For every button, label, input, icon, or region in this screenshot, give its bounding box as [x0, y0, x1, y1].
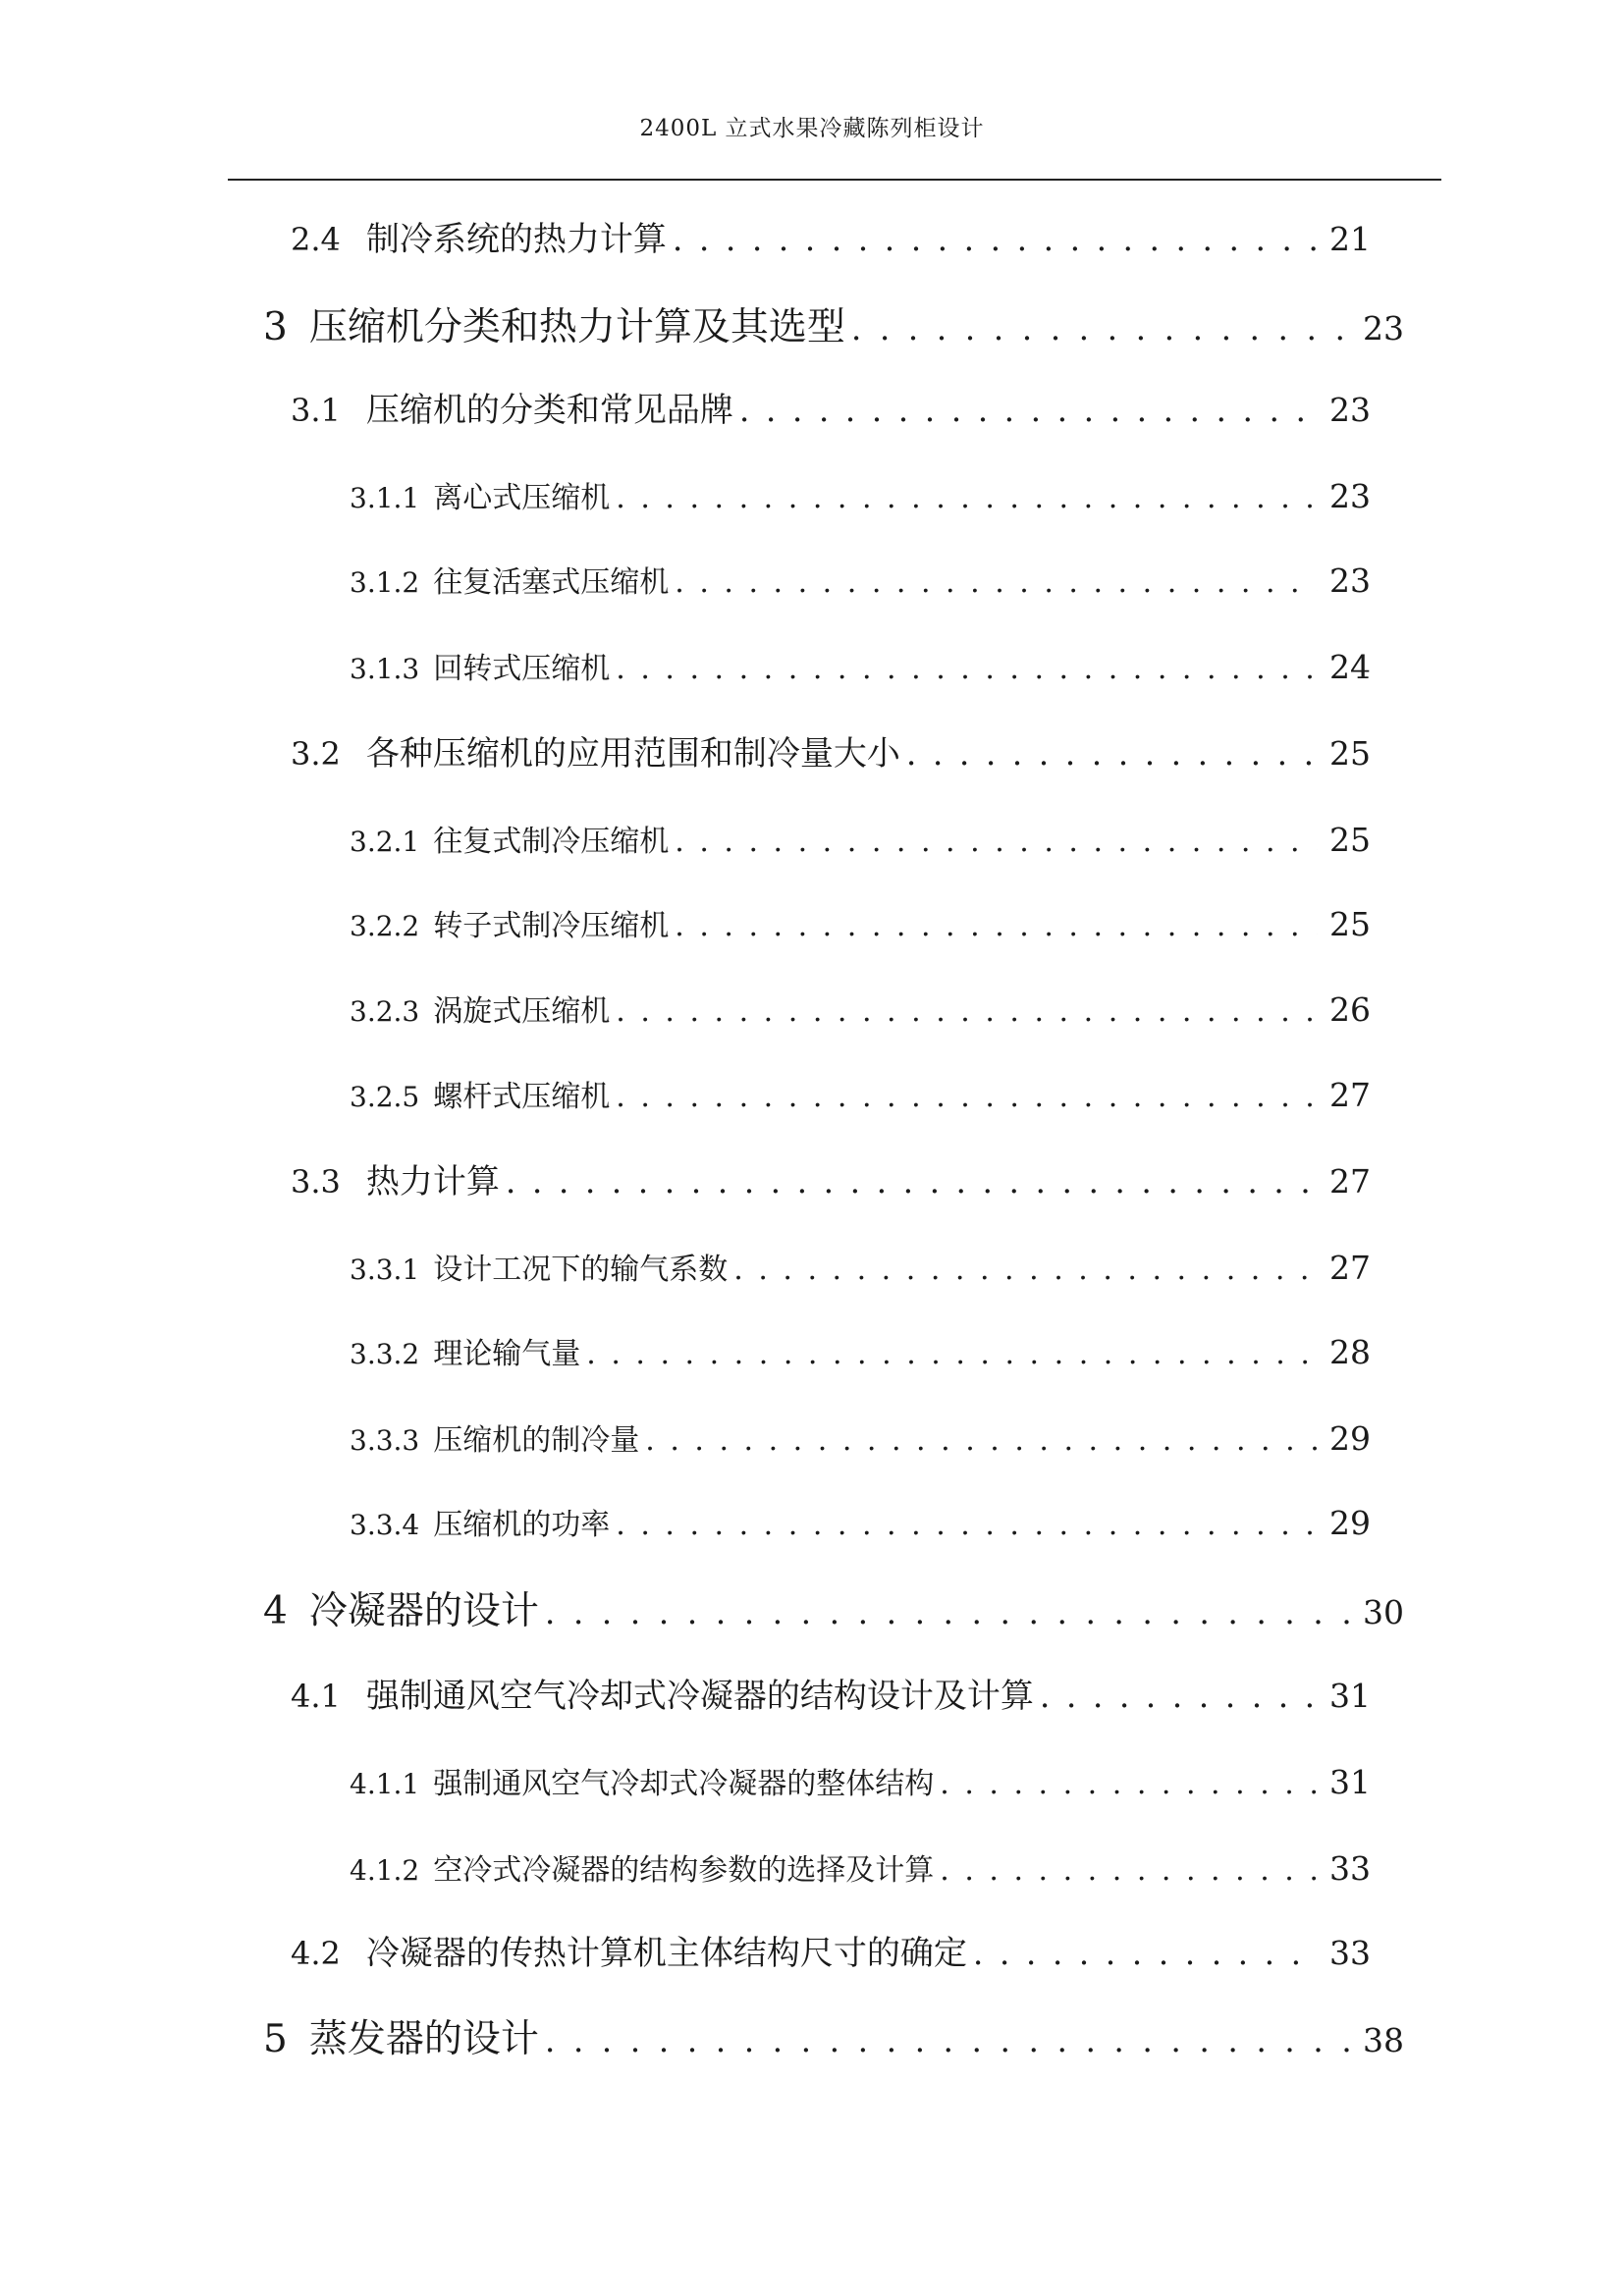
toc-title: 冷凝器的传热计算机主体结构尺寸的确定: [365, 1934, 967, 1973]
toc-leader: [733, 1253, 1318, 1287]
toc-title: 蒸发器的设计: [308, 2017, 539, 2061]
toc-leader: [739, 391, 1318, 429]
toc-number: 4.2: [291, 1935, 341, 1972]
toc-page: 31: [1329, 1763, 1371, 1801]
toc-number: 3: [263, 305, 288, 349]
toc-title: 往复活塞式压缩机: [433, 565, 670, 600]
toc-entry[interactable]: [350, 644, 1371, 687]
toc-leader: [616, 652, 1318, 686]
toc-entry[interactable]: [350, 987, 1371, 1030]
toc-page: 27: [1329, 1249, 1371, 1287]
toc-leader: [545, 2021, 1351, 2059]
toc-page: 31: [1329, 1677, 1371, 1715]
toc-entry[interactable]: [263, 1580, 1404, 1635]
toc-entry[interactable]: [350, 1072, 1371, 1115]
toc-number: 4.1.1: [350, 1768, 420, 1800]
toc-entry[interactable]: [291, 1926, 1371, 1974]
toc-page: 29: [1329, 1419, 1371, 1458]
toc-number: 3.3.4: [350, 1509, 420, 1541]
toc-page: 23: [1363, 309, 1404, 347]
toc-entry[interactable]: [350, 558, 1371, 601]
toc-page: 33: [1329, 1849, 1371, 1888]
toc-number: 3.3.3: [350, 1424, 420, 1457]
toc-number: 4.1: [291, 1678, 341, 1715]
toc-number: 3.1: [291, 392, 341, 429]
toc-page: 23: [1329, 391, 1371, 429]
toc-leader: [906, 734, 1318, 773]
toc-title: 冷凝器的设计: [308, 1589, 539, 1633]
toc-entry[interactable]: [291, 1669, 1371, 1717]
toc-leader: [851, 309, 1351, 347]
toc-page: 26: [1329, 990, 1371, 1029]
toc-number: 3.1.1: [350, 482, 420, 514]
toc-title: 强制通风空气冷却式冷凝器的结构设计及计算: [365, 1677, 1034, 1716]
toc-title: 理论输气量: [433, 1337, 581, 1371]
toc-title: 压缩机的功率: [433, 1508, 611, 1542]
toc-leader: [506, 1162, 1318, 1201]
toc-title: 设计工况下的输气系数: [433, 1253, 729, 1287]
toc-page: 25: [1329, 734, 1371, 773]
toc-title: 强制通风空气冷却式冷凝器的整体结构: [433, 1767, 935, 1801]
toc-title: 离心式压缩机: [433, 481, 611, 515]
toc-title: 压缩机的制冷量: [433, 1423, 640, 1458]
header-divider: [228, 179, 1441, 181]
toc-entry[interactable]: [350, 1500, 1371, 1543]
toc-page: 25: [1329, 821, 1371, 859]
toc-entry[interactable]: [291, 212, 1371, 260]
toc-page: 29: [1329, 1504, 1371, 1542]
toc-page: 30: [1363, 1593, 1404, 1631]
toc-title: 回转式压缩机: [433, 652, 611, 686]
toc-number: 3.3: [291, 1163, 341, 1201]
toc-title: 制冷系统的热力计算: [365, 220, 667, 259]
toc-number: 5: [263, 2017, 288, 2061]
toc-page: 28: [1329, 1333, 1371, 1371]
toc-title: 热力计算: [365, 1162, 500, 1201]
toc-entry[interactable]: [350, 1329, 1371, 1372]
toc-title: 转子式制冷压缩机: [433, 909, 670, 943]
toc-title: 螺杆式压缩机: [433, 1080, 611, 1114]
toc-title: 空冷式冷凝器的结构参数的选择及计算: [433, 1853, 935, 1888]
toc-entry[interactable]: [263, 2008, 1404, 2063]
toc-number: 3.1.3: [350, 653, 420, 685]
toc-leader: [675, 825, 1318, 859]
toc-number: 3.2.2: [350, 910, 420, 942]
toc-leader: [673, 220, 1318, 258]
page-header: 2400L 立式水果冷藏陈列柜设计: [639, 116, 985, 141]
toc-leader: [973, 1934, 1318, 1972]
toc-entry[interactable]: [291, 1154, 1371, 1202]
toc-number: 3.1.2: [350, 566, 420, 599]
toc-number: 4: [263, 1589, 288, 1633]
toc-number: 3.2.1: [350, 826, 420, 858]
toc-leader: [940, 1853, 1318, 1888]
toc-number: 4.1.2: [350, 1854, 420, 1887]
toc-leader: [616, 1080, 1318, 1114]
toc-page: 25: [1329, 905, 1371, 943]
toc-leader: [545, 1593, 1351, 1631]
toc-page: 23: [1329, 561, 1371, 600]
toc-entry[interactable]: [350, 473, 1371, 516]
toc-entry[interactable]: [350, 1759, 1371, 1802]
toc-title: 涡旋式压缩机: [433, 994, 611, 1029]
toc-page: 27: [1329, 1162, 1371, 1201]
toc-title: 各种压缩机的应用范围和制冷量大小: [365, 734, 900, 774]
toc-leader: [1040, 1677, 1318, 1715]
toc-entry[interactable]: [291, 383, 1371, 431]
toc-leader: [675, 565, 1318, 600]
toc-number: 3.3.1: [350, 1254, 420, 1286]
toc-leader: [940, 1767, 1318, 1801]
toc-entry[interactable]: [350, 817, 1371, 860]
toc-number: 3.2.5: [350, 1081, 420, 1113]
toc-title: 往复式制冷压缩机: [433, 825, 670, 859]
toc-entry[interactable]: [263, 296, 1404, 351]
toc-page: 27: [1329, 1076, 1371, 1114]
toc-page: 33: [1329, 1934, 1371, 1972]
toc-entry[interactable]: [291, 726, 1371, 774]
toc-page: 21: [1329, 220, 1371, 258]
toc-leader: [675, 909, 1318, 943]
toc-leader: [616, 1508, 1318, 1542]
toc-number: 3.2.3: [350, 995, 420, 1028]
toc-page: 24: [1329, 648, 1371, 686]
toc-title: 压缩机的分类和常见品牌: [365, 391, 733, 430]
toc-page: 38: [1363, 2021, 1404, 2059]
toc-leader: [616, 481, 1318, 515]
toc-number: 3.2: [291, 735, 341, 773]
toc-leader: [645, 1423, 1318, 1458]
toc-leader: [586, 1337, 1318, 1371]
toc-title: 压缩机分类和热力计算及其选型: [308, 305, 845, 349]
toc-entry[interactable]: [350, 1415, 1371, 1459]
toc-entry[interactable]: [350, 1245, 1371, 1288]
toc-entry[interactable]: [350, 901, 1371, 944]
toc-entry[interactable]: [350, 1845, 1371, 1889]
toc-number: 2.4: [291, 221, 341, 258]
toc-page: 23: [1329, 477, 1371, 515]
toc-number: 3.3.2: [350, 1338, 420, 1370]
toc-leader: [616, 994, 1318, 1029]
